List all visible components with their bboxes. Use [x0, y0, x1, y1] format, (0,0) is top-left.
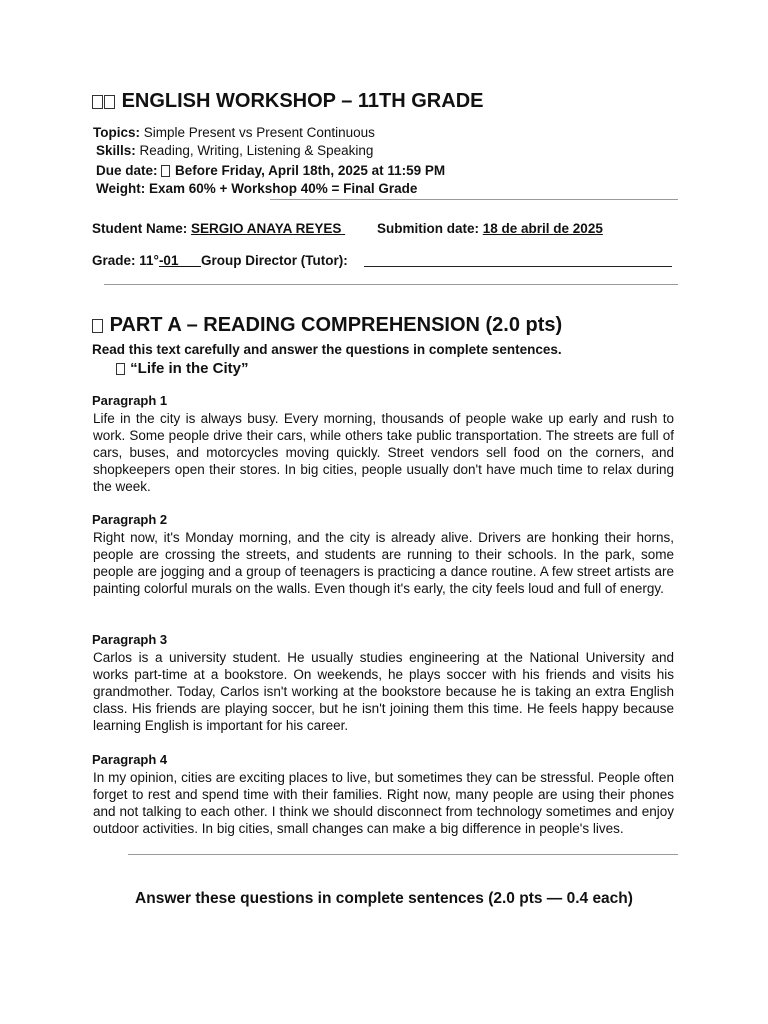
skills-label: Skills: — [96, 143, 136, 158]
paragraph-heading: Paragraph 2 — [92, 512, 168, 527]
reading-title — [116, 360, 249, 377]
skills-line — [96, 143, 373, 158]
weight-label: Weight: — [96, 181, 146, 196]
paragraph-heading: Paragraph 4 — [92, 752, 168, 767]
topics-label: Topics: — [93, 125, 140, 140]
paragraph-text: Right now, it's Monday morning, and the city is already alive. Drivers are honking their horns, people are crossing the streets, and students are running to their schools. In the park, some people are jogging and a group of teenagers is practicing a dance routine. A few street artists are painting colorful murals on the walls. Even though it's early, the city feels loud and full of energy. — [93, 530, 674, 596]
due-value: Before Friday, April 18th, 2025 at 11:59 PM — [175, 163, 446, 178]
submission-date-label: Submition date: — [377, 221, 479, 236]
paragraph-text: Carlos is a university student. He usually studies engineering at the National University and works part-time at a bookstore. On weekends, he plays soccer with his friends and visits his grandmother. Today, Carlos isn't working at the bookstore because he is taking an extra English class. His friends are playing soccer, but he isn't joining them this time. He feels happy because learning English is important for his career. — [93, 650, 674, 733]
grade-value[interactable]: -01 — [158, 253, 179, 268]
topics-value: Simple Present vs Present Continuous — [143, 125, 375, 140]
calendar-icon — [161, 163, 171, 178]
student-name-label: Student Name: — [92, 221, 188, 236]
reading-title-text: “Life in the City” — [130, 360, 249, 377]
paragraph-heading: Paragraph 1 — [92, 393, 168, 408]
paragraph-text: Life in the city is always busy. Every morning, thousands of people wake up early and rush to work. Some people drive their cars, while others take public transportation. The streets are full of cars, buses, and motorcycles moving quickly. Street vendors sell food on the corners, and shopkeepers open their stores. In big cities, people usually don't have much time to relax during the week. — [93, 411, 674, 494]
missing-glyph-icon — [92, 90, 116, 112]
group-director-label: Group Director (Tutor): — [200, 253, 348, 268]
paragraph-text: In my opinion, cities are exciting places to live, but sometimes they can be stressful. People often forget to rest and spend time with their families. Right now, many people are using their phones and not talking to each other. I think we should disconnect from technology sometimes and enjoy outdoor activities. In big cities, small changes can make a big difference in people's lives. — [93, 770, 674, 836]
page-title-text: ENGLISH WORKSHOP – 11TH GRADE — [121, 90, 484, 112]
weight-line — [96, 181, 417, 196]
submission-date-value[interactable]: 18 de abril de 2025 — [482, 221, 603, 236]
skills-value: Reading, Writing, Listening & Speaking — [139, 143, 374, 158]
divider — [104, 284, 678, 285]
section-title-text: PART A – READING COMPREHENSION (2.0 pts) — [109, 314, 563, 336]
book-icon — [116, 360, 126, 377]
grade-label: Grade: 11° — [92, 253, 159, 268]
missing-glyph-icon — [92, 314, 104, 336]
divider — [270, 199, 678, 200]
section-title — [92, 314, 562, 337]
page-title — [92, 90, 483, 113]
paragraph-heading: Paragraph 3 — [92, 632, 168, 647]
instruction: Read this text carefully and answer the questions in complete sentences. — [92, 342, 562, 357]
divider — [128, 854, 678, 855]
submission-date-line — [377, 221, 603, 236]
student-name-value[interactable]: SERGIO ANAYA REYES — [191, 221, 342, 236]
questions-heading: Answer these questions in complete sentences (2.0 pts — 0.4 each) — [135, 890, 633, 907]
due-date-line — [96, 163, 445, 178]
topics-line — [93, 125, 375, 140]
group-director-field[interactable] — [364, 266, 672, 267]
student-name-line — [92, 221, 345, 236]
grade-line — [92, 253, 348, 268]
weight-value: Exam 60% + Workshop 40% = Final Grade — [149, 181, 418, 196]
due-label: Due date: — [96, 163, 158, 178]
